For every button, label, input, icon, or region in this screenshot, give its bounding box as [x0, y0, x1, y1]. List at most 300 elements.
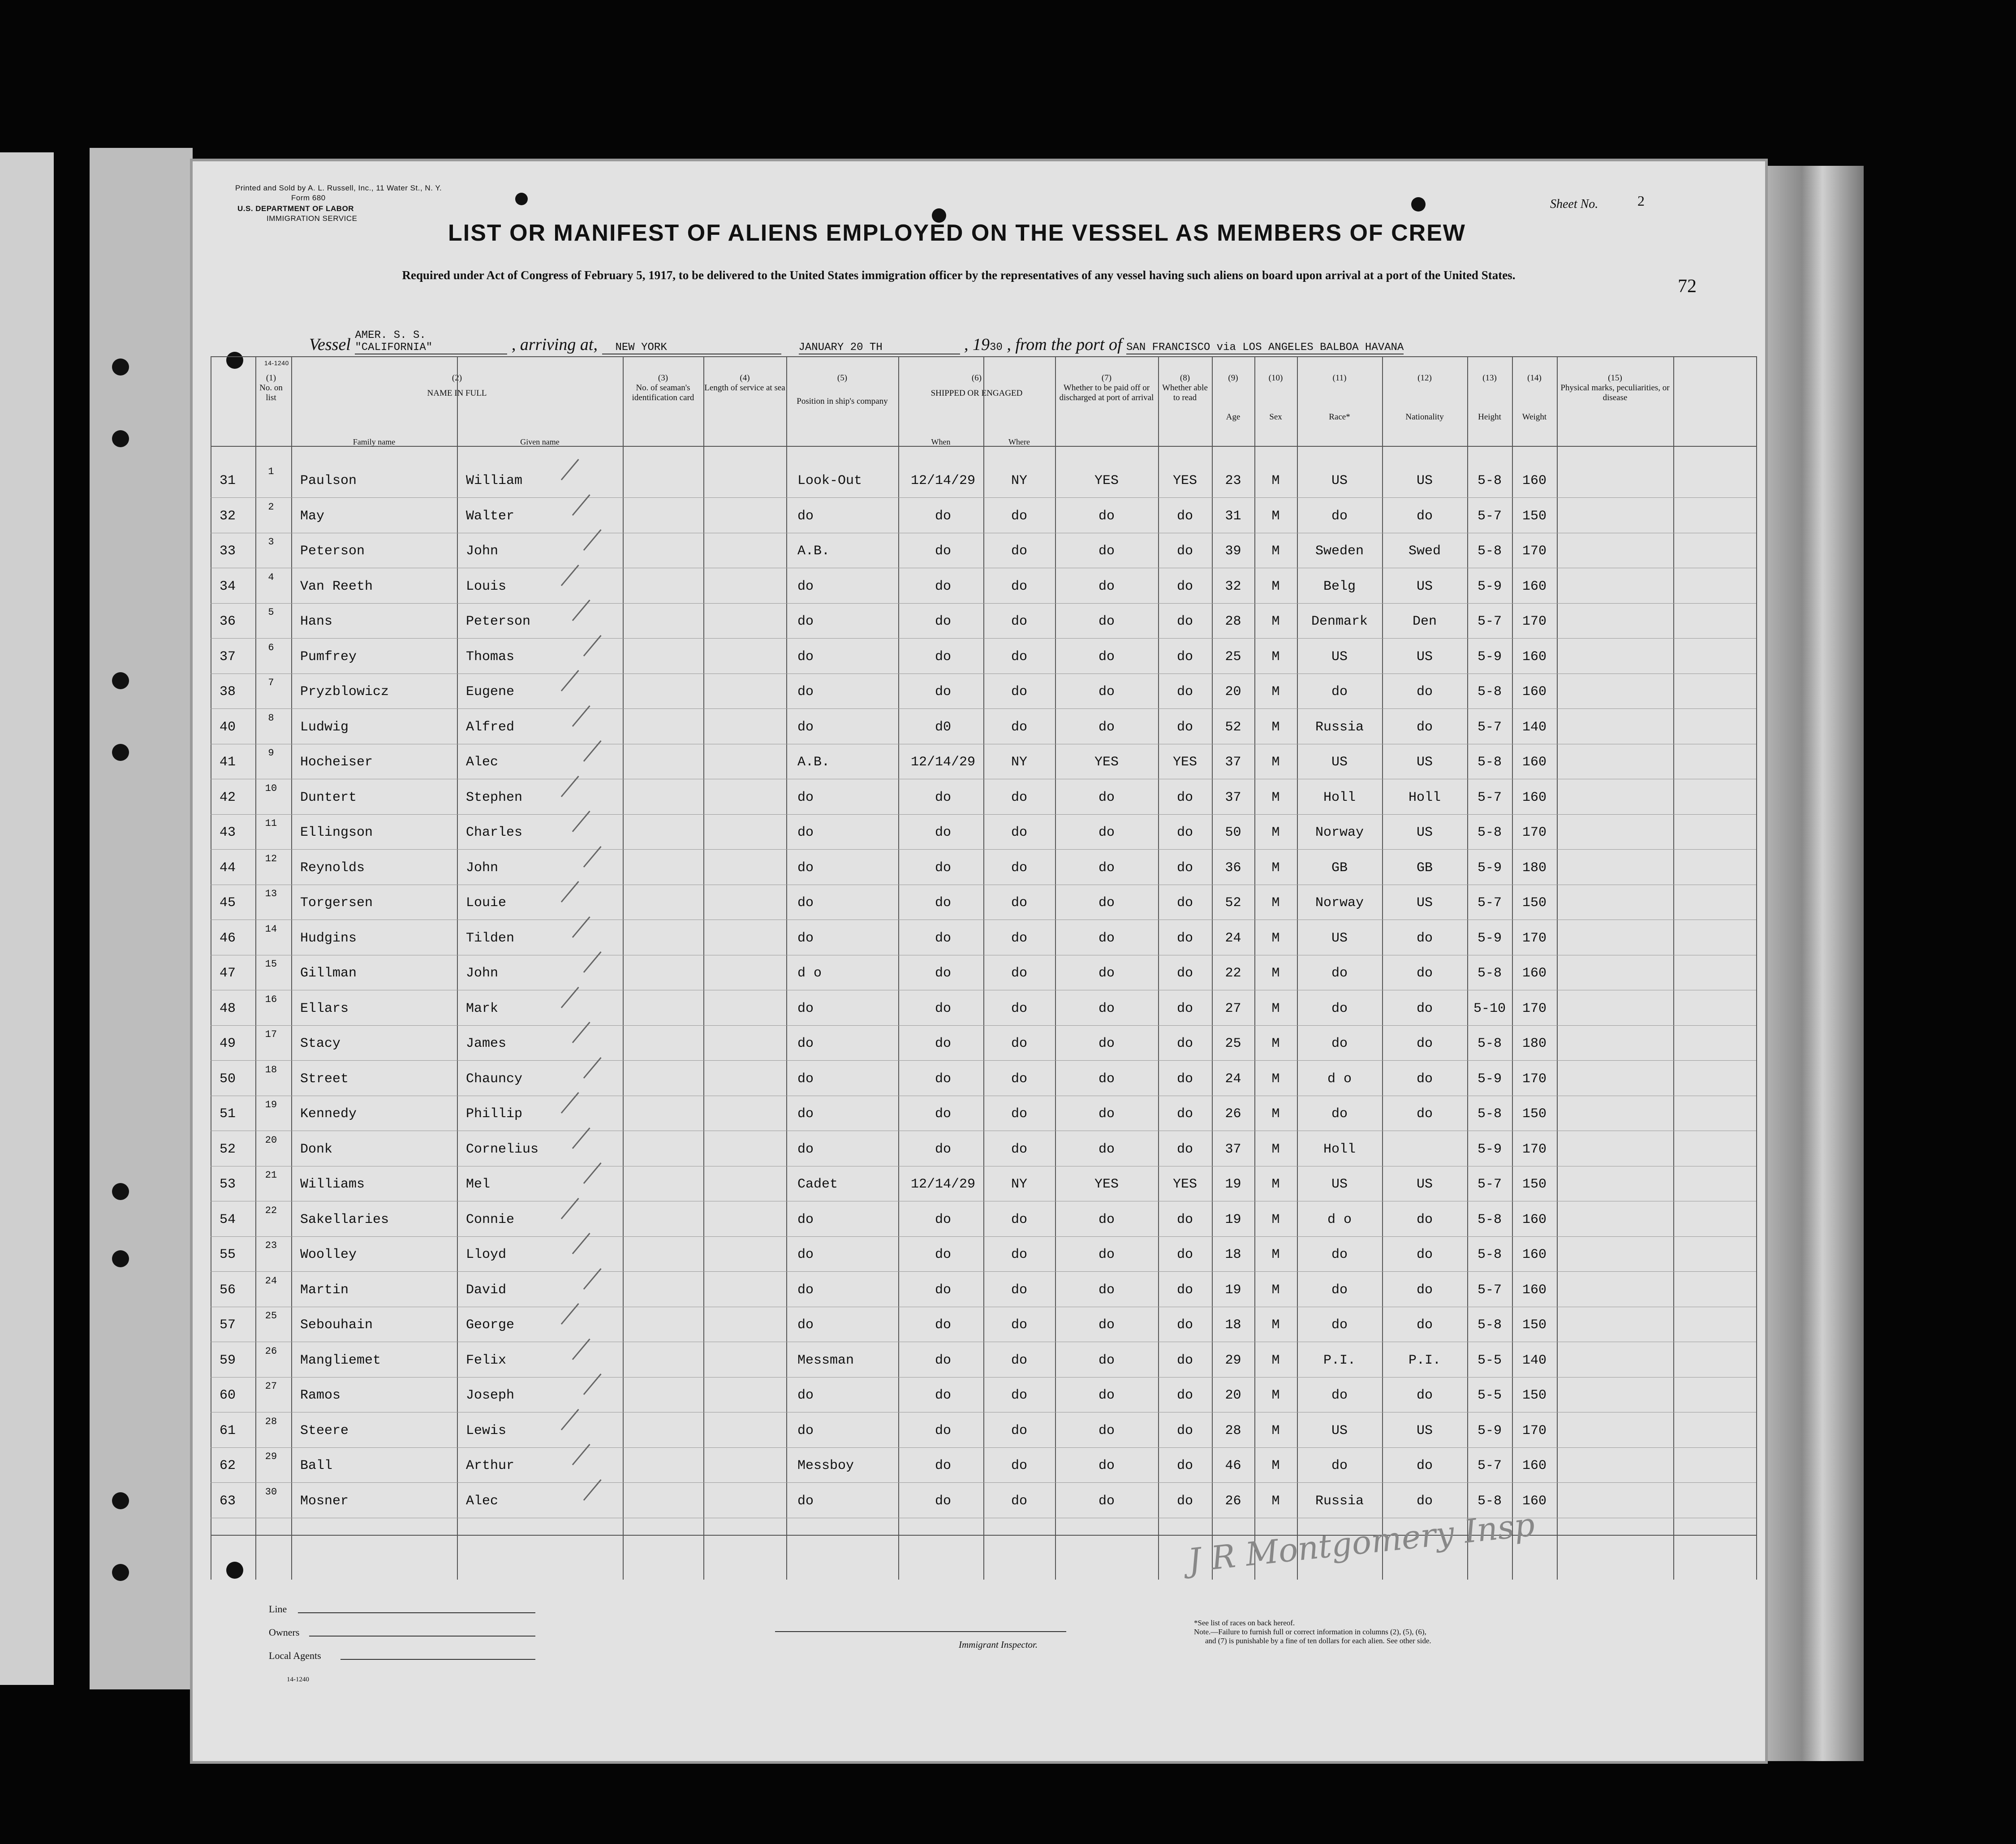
- family-name-cell: Hudgins: [300, 930, 357, 946]
- family-name-header: Family name: [353, 437, 396, 446]
- sex-cell: M: [1271, 1177, 1280, 1192]
- able-to-read-cell: do: [1176, 895, 1193, 911]
- age-cell: 29: [1225, 1352, 1241, 1368]
- row-number-cell: 20: [265, 1134, 277, 1146]
- height-cell: 5-7: [1477, 1177, 1502, 1192]
- sex-cell: M: [1271, 719, 1280, 735]
- height-cell: 5-7: [1477, 614, 1502, 629]
- margin-line-number: 47: [220, 966, 236, 981]
- shipped-where-cell: NY: [1011, 473, 1027, 488]
- shipped-where-cell: do: [1011, 1493, 1027, 1509]
- paid-off-cell: do: [1098, 930, 1115, 946]
- paid-off-cell: do: [1098, 614, 1115, 629]
- given-name-cell: James: [466, 1036, 507, 1051]
- shipped-where-cell: do: [1011, 790, 1027, 805]
- shipped-where-cell: do: [1011, 930, 1027, 946]
- weight-cell: 160: [1522, 1282, 1546, 1298]
- col12-header: (12) Nationality: [1405, 373, 1444, 422]
- margin-line-number: 31: [220, 473, 236, 488]
- able-to-read-cell: do: [1176, 1317, 1193, 1333]
- margin-line-number: 44: [220, 860, 236, 876]
- family-name-cell: Mangliemet: [300, 1352, 381, 1368]
- able-to-read-cell: do: [1176, 684, 1193, 700]
- nationality-cell: do: [1416, 1458, 1433, 1473]
- margin-line-number: 56: [220, 1282, 236, 1298]
- shipped-when-cell: do: [935, 1282, 951, 1298]
- height-cell: 5-7: [1477, 1458, 1502, 1473]
- age-cell: 28: [1225, 614, 1241, 629]
- margin-line-number: 32: [220, 508, 236, 524]
- nationality-cell: US: [1416, 1423, 1433, 1438]
- weight-cell: 160: [1522, 579, 1546, 594]
- shipped-where-cell: do: [1011, 1317, 1027, 1333]
- column-rule: [786, 356, 787, 1580]
- margin-line-number: 59: [220, 1352, 236, 1368]
- age-cell: 32: [1225, 579, 1241, 594]
- shipped-when-cell: do: [935, 825, 951, 840]
- paid-off-cell: do: [1098, 508, 1115, 524]
- given-name-cell: William: [466, 473, 523, 488]
- race-cell: Holl: [1323, 1141, 1356, 1157]
- paid-off-cell: do: [1098, 649, 1115, 665]
- height-cell: 5-9: [1477, 930, 1502, 946]
- height-cell: 5-8: [1477, 684, 1502, 700]
- page-subtitle: Required under Act of Congress of February 5, 1917, to be delivered to the United States immigration officer by the representatives of any vessel having such aliens on board upon arrival at a port of the United States.: [402, 268, 1516, 282]
- shipped-when-cell: do: [935, 1493, 951, 1509]
- height-cell: 5-8: [1477, 1247, 1502, 1262]
- races-note: *See list of races on back hereof.: [1194, 1619, 1295, 1627]
- family-name-cell: Woolley: [300, 1247, 357, 1262]
- position-cell: do: [797, 684, 814, 700]
- shipped-when-cell: do: [935, 544, 951, 559]
- age-cell: 19: [1225, 1212, 1241, 1227]
- inspector-field: [775, 1631, 1066, 1632]
- department-name: U.S. DEPARTMENT OF LABOR: [237, 204, 354, 213]
- row-rule: [211, 1447, 1756, 1448]
- weight-cell: 160: [1522, 966, 1546, 981]
- sex-cell: M: [1271, 1247, 1280, 1262]
- adjacent-page-strip: [90, 148, 193, 1689]
- position-cell: do: [797, 1493, 814, 1509]
- position-cell: do: [797, 860, 814, 876]
- shipped-where-cell: NY: [1011, 1177, 1027, 1192]
- able-to-read-cell: do: [1176, 508, 1193, 524]
- shipped-where-cell: do: [1011, 508, 1027, 524]
- margin-line-number: 49: [220, 1036, 236, 1051]
- shipped-where-cell: do: [1011, 719, 1027, 735]
- row-number-cell: 28: [265, 1416, 277, 1427]
- race-cell: Denmark: [1311, 614, 1368, 629]
- age-cell: 25: [1225, 1036, 1241, 1051]
- weight-cell: 180: [1522, 860, 1546, 876]
- sex-cell: M: [1271, 1458, 1280, 1473]
- nationality-cell: do: [1416, 1001, 1433, 1016]
- col11-header: (11) Race*: [1329, 373, 1350, 422]
- weight-cell: 160: [1522, 473, 1546, 488]
- column-rule: [703, 356, 704, 1580]
- nationality-cell: US: [1416, 895, 1433, 911]
- given-name-cell: Joseph: [466, 1388, 515, 1403]
- form-number: Form 680: [291, 194, 326, 202]
- position-cell: do: [797, 790, 814, 805]
- given-name-cell: Louie: [466, 895, 507, 911]
- row-number-cell: 19: [265, 1099, 277, 1110]
- race-cell: Norway: [1315, 895, 1364, 911]
- weight-cell: 170: [1522, 825, 1546, 840]
- paid-off-cell: do: [1098, 1071, 1115, 1087]
- sex-cell: M: [1271, 1388, 1280, 1403]
- given-name-cell: Lloyd: [466, 1247, 507, 1262]
- punch-hole: [112, 672, 129, 689]
- service-name: IMMIGRATION SERVICE: [267, 214, 358, 223]
- height-cell: 5-5: [1477, 1352, 1502, 1368]
- row-rule: [211, 1060, 1756, 1061]
- nationality-cell: US: [1416, 649, 1433, 665]
- shipped-where-cell: do: [1011, 1458, 1027, 1473]
- shipped-when-cell: do: [935, 966, 951, 981]
- shipped-when-cell: do: [935, 790, 951, 805]
- paid-off-cell: do: [1098, 1247, 1115, 1262]
- nationality-cell: do: [1416, 1317, 1433, 1333]
- family-name-cell: Paulson: [300, 473, 357, 488]
- family-name-cell: Ellingson: [300, 825, 373, 840]
- form-code-top: 14-1240: [264, 359, 289, 367]
- shipped-when-cell: do: [935, 1317, 951, 1333]
- paid-off-cell: do: [1098, 1388, 1115, 1403]
- page-title: LIST OR MANIFEST OF ALIENS EMPLOYED ON THE VESSEL AS MEMBERS OF CREW: [448, 220, 1466, 246]
- position-cell: do: [797, 1001, 814, 1016]
- given-name-cell: Tilden: [466, 930, 515, 946]
- punch-hole: [112, 1250, 129, 1267]
- nationality-cell: US: [1416, 473, 1433, 488]
- sex-cell: M: [1271, 684, 1280, 700]
- race-cell: Russia: [1315, 1493, 1364, 1509]
- sex-cell: M: [1271, 473, 1280, 488]
- position-cell: A.B.: [797, 544, 830, 559]
- able-to-read-cell: do: [1176, 825, 1193, 840]
- shipped-where-cell: NY: [1011, 755, 1027, 770]
- given-name-cell: Eugene: [466, 684, 515, 700]
- margin-line-number: 55: [220, 1247, 236, 1262]
- inspector-signature: J R Montgomery Insp: [1186, 1505, 1537, 1580]
- nationality-cell: do: [1416, 930, 1433, 946]
- able-to-read-cell: do: [1176, 790, 1193, 805]
- punch-hole: [1411, 197, 1426, 212]
- family-name-cell: Sebouhain: [300, 1317, 373, 1333]
- margin-line-number: 51: [220, 1106, 236, 1122]
- able-to-read-cell: do: [1176, 1458, 1193, 1473]
- nationality-cell: Swed: [1408, 544, 1441, 559]
- paid-off-cell: do: [1098, 1212, 1115, 1227]
- shipped-when-cell: do: [935, 1001, 951, 1016]
- nationality-cell: Holl: [1408, 790, 1441, 805]
- col7-header: (7) Whether to be paid off or discharged at port of arrival: [1059, 373, 1154, 402]
- age-cell: 50: [1225, 825, 1241, 840]
- shipped-when-cell: do: [935, 684, 951, 700]
- penalty-note-2: and (7) is punishable by a fine of ten dollars for each alien. See other side.: [1205, 1637, 1431, 1645]
- line-field: [298, 1612, 535, 1613]
- column-rule: [1557, 356, 1558, 1580]
- sex-cell: M: [1271, 1036, 1280, 1051]
- able-to-read-cell: do: [1176, 1071, 1193, 1087]
- weight-cell: 160: [1522, 1493, 1546, 1509]
- race-cell: P.I.: [1323, 1352, 1356, 1368]
- nationality-cell: GB: [1416, 860, 1433, 876]
- shipped-when-cell: do: [935, 930, 951, 946]
- col1-header: (1) No. on list: [259, 373, 283, 402]
- footer-form-code: 14-1240: [287, 1676, 309, 1683]
- able-to-read-cell: do: [1176, 860, 1193, 876]
- family-name-cell: Ellars: [300, 1001, 349, 1016]
- weight-cell: 160: [1522, 684, 1546, 700]
- given-name-cell: David: [466, 1282, 507, 1298]
- given-name-cell: Lewis: [466, 1423, 507, 1438]
- sex-cell: M: [1271, 825, 1280, 840]
- agents-field: [340, 1659, 535, 1660]
- height-cell: 5-8: [1477, 1493, 1502, 1509]
- paid-off-cell: do: [1098, 1352, 1115, 1368]
- nationality-cell: do: [1416, 1106, 1433, 1122]
- given-name-cell: Stephen: [466, 790, 523, 805]
- race-cell: US: [1331, 930, 1348, 946]
- weight-cell: 170: [1522, 544, 1546, 559]
- weight-cell: 160: [1522, 649, 1546, 665]
- position-cell: do: [797, 579, 814, 594]
- shipped-when-cell: 12/14/29: [910, 1177, 976, 1192]
- age-cell: 19: [1225, 1177, 1241, 1192]
- row-number-cell: 13: [265, 888, 277, 899]
- paid-off-cell: do: [1098, 544, 1115, 559]
- column-rule: [1756, 356, 1757, 1580]
- row-number-cell: 27: [265, 1381, 277, 1392]
- height-cell: 5-10: [1473, 1001, 1506, 1016]
- age-cell: 22: [1225, 966, 1241, 981]
- position-cell: do: [797, 1212, 814, 1227]
- year-prefix: , 19: [964, 335, 990, 354]
- nationality-cell: do: [1416, 508, 1433, 524]
- position-cell: do: [797, 825, 814, 840]
- where-header: Where: [1008, 437, 1030, 446]
- punch-hole: [112, 430, 129, 447]
- row-number-cell: 16: [265, 993, 277, 1005]
- shipped-where-cell: do: [1011, 1212, 1027, 1227]
- age-cell: 24: [1225, 1071, 1241, 1087]
- position-cell: A.B.: [797, 755, 830, 770]
- inspector-label: Immigrant Inspector.: [959, 1639, 1038, 1650]
- row-number-cell: 25: [265, 1310, 277, 1321]
- penalty-note-1: Note.—Failure to furnish full or correct information in columns (2), (5), (6),: [1194, 1628, 1426, 1636]
- vessel-label: Vessel: [309, 335, 351, 354]
- weight-cell: 150: [1522, 508, 1546, 524]
- owners-field: [309, 1636, 535, 1637]
- nationality-cell: do: [1416, 1493, 1433, 1509]
- family-name-cell: Mosner: [300, 1493, 349, 1509]
- age-cell: 20: [1225, 1388, 1241, 1403]
- margin-line-number: 52: [220, 1141, 236, 1157]
- age-cell: 37: [1225, 790, 1241, 805]
- nationality-cell: Den: [1412, 614, 1437, 629]
- col6-header: (6) SHIPPED OR ENGAGED: [930, 373, 1023, 398]
- race-cell: US: [1331, 1177, 1348, 1192]
- sex-cell: M: [1271, 579, 1280, 594]
- sex-cell: M: [1271, 1001, 1280, 1016]
- position-cell: Messman: [797, 1352, 854, 1368]
- height-cell: 5-7: [1477, 508, 1502, 524]
- given-name-cell: Peterson: [466, 614, 531, 629]
- margin-line-number: 43: [220, 825, 236, 840]
- paid-off-cell: do: [1098, 966, 1115, 981]
- race-cell: d o: [1327, 1212, 1352, 1227]
- row-number-cell: 30: [265, 1486, 277, 1498]
- given-name-cell: Mel: [466, 1177, 491, 1192]
- race-cell: do: [1331, 1317, 1348, 1333]
- given-name-cell: Arthur: [466, 1458, 515, 1473]
- sex-cell: M: [1271, 1212, 1280, 1227]
- family-name-cell: Duntert: [300, 790, 357, 805]
- race-cell: Belg: [1323, 579, 1356, 594]
- shipped-where-cell: do: [1011, 860, 1027, 876]
- given-name-header: Given name: [520, 437, 560, 446]
- nationality-cell: P.I.: [1408, 1352, 1441, 1368]
- shipped-where-cell: do: [1011, 649, 1027, 665]
- race-cell: do: [1331, 508, 1348, 524]
- position-cell: do: [797, 1106, 814, 1122]
- given-name-cell: Louis: [466, 579, 507, 594]
- shipped-when-cell: d0: [935, 719, 951, 735]
- row-number-cell: 5: [268, 607, 274, 618]
- age-cell: 25: [1225, 649, 1241, 665]
- margin-line-number: 53: [220, 1177, 236, 1192]
- race-cell: US: [1331, 649, 1348, 665]
- margin-line-number: 61: [220, 1423, 236, 1438]
- able-to-read-cell: do: [1176, 930, 1193, 946]
- height-cell: 5-7: [1477, 719, 1502, 735]
- given-name-cell: John: [466, 966, 499, 981]
- col13-header: (13) Height: [1478, 373, 1501, 422]
- sex-cell: M: [1271, 508, 1280, 524]
- family-name-cell: Torgersen: [300, 895, 373, 911]
- height-cell: 5-7: [1477, 1282, 1502, 1298]
- row-rule: [211, 708, 1756, 709]
- row-rule: [211, 1271, 1756, 1272]
- shipped-where-cell: do: [1011, 1282, 1027, 1298]
- shipped-when-cell: 12/14/29: [910, 473, 976, 488]
- row-number-cell: 18: [265, 1064, 277, 1075]
- shipped-where-cell: do: [1011, 1388, 1027, 1403]
- shipped-when-cell: do: [935, 895, 951, 911]
- age-cell: 31: [1225, 508, 1241, 524]
- paid-off-cell: do: [1098, 1036, 1115, 1051]
- paid-off-cell: do: [1098, 1141, 1115, 1157]
- shipped-where-cell: do: [1011, 966, 1027, 981]
- col10-header: (10) Sex: [1268, 373, 1283, 422]
- paid-off-cell: do: [1098, 1423, 1115, 1438]
- row-rule: [211, 1377, 1756, 1378]
- sex-cell: M: [1271, 860, 1280, 876]
- arriving-label: , arriving at,: [511, 335, 598, 354]
- row-number-cell: 4: [268, 571, 274, 583]
- height-cell: 5-8: [1477, 825, 1502, 840]
- sex-cell: M: [1271, 1493, 1280, 1509]
- weight-cell: 150: [1522, 895, 1546, 911]
- family-name-cell: Peterson: [300, 544, 365, 559]
- nationality-cell: do: [1416, 719, 1433, 735]
- age-cell: 28: [1225, 1423, 1241, 1438]
- shipped-where-cell: do: [1011, 544, 1027, 559]
- weight-cell: 160: [1522, 790, 1546, 805]
- row-number-cell: 10: [265, 782, 277, 794]
- age-cell: 23: [1225, 473, 1241, 488]
- row-number-cell: 23: [265, 1240, 277, 1251]
- agents-label: Local Agents: [269, 1650, 321, 1661]
- family-name-cell: May: [300, 508, 325, 524]
- able-to-read-cell: do: [1176, 614, 1193, 629]
- height-cell: 5-9: [1477, 579, 1502, 594]
- paid-off-cell: do: [1098, 825, 1115, 840]
- given-name-cell: Thomas: [466, 649, 515, 665]
- shipped-when-cell: do: [935, 1247, 951, 1262]
- given-name-cell: Felix: [466, 1352, 507, 1368]
- race-cell: US: [1331, 473, 1348, 488]
- age-cell: 18: [1225, 1317, 1241, 1333]
- age-cell: 26: [1225, 1493, 1241, 1509]
- weight-cell: 170: [1522, 1071, 1546, 1087]
- able-to-read-cell: do: [1176, 579, 1193, 594]
- nationality-cell: do: [1416, 684, 1433, 700]
- margin-line-number: 41: [220, 755, 236, 770]
- col3-header: (3) No. of seaman's identification card: [632, 373, 694, 402]
- margin-line-number: 36: [220, 614, 236, 629]
- age-cell: 52: [1225, 719, 1241, 735]
- page-stack-edge: [1761, 166, 1864, 1761]
- age-cell: 19: [1225, 1282, 1241, 1298]
- sex-cell: M: [1271, 1141, 1280, 1157]
- sex-cell: M: [1271, 930, 1280, 946]
- row-number-cell: 12: [265, 853, 277, 864]
- nationality-cell: do: [1416, 1036, 1433, 1051]
- able-to-read-cell: do: [1176, 966, 1193, 981]
- vessel-name: AMER. S. S. "CALIFORNIA": [355, 329, 507, 354]
- paid-off-cell: YES: [1094, 473, 1119, 488]
- row-number-cell: 3: [268, 536, 274, 548]
- nationality-cell: do: [1416, 1282, 1433, 1298]
- given-name-cell: Alfred: [466, 719, 515, 735]
- nationality-cell: do: [1416, 1071, 1433, 1087]
- margin-line-number: 45: [220, 895, 236, 911]
- shipped-when-cell: do: [935, 1106, 951, 1122]
- family-name-cell: Ramos: [300, 1388, 341, 1403]
- height-cell: 5-9: [1477, 649, 1502, 665]
- row-rule: [211, 497, 1756, 498]
- weight-cell: 170: [1522, 614, 1546, 629]
- shipped-where-cell: do: [1011, 614, 1027, 629]
- height-cell: 5-8: [1477, 1317, 1502, 1333]
- row-number-cell: 14: [265, 923, 277, 935]
- col5-header: (5) Position in ship's company: [797, 373, 888, 406]
- age-cell: 27: [1225, 1001, 1241, 1016]
- col14-header: (14) Weight: [1522, 373, 1547, 422]
- given-name-cell: Walter: [466, 508, 515, 524]
- race-cell: do: [1331, 966, 1348, 981]
- race-cell: do: [1331, 1458, 1348, 1473]
- margin-line-number: 48: [220, 1001, 236, 1016]
- family-name-cell: Pryzblowicz: [300, 684, 389, 700]
- adjacent-page-left: [0, 152, 54, 1685]
- given-name-cell: Charles: [466, 825, 523, 840]
- paid-off-cell: do: [1098, 579, 1115, 594]
- shipped-where-cell: do: [1011, 1071, 1027, 1087]
- position-cell: do: [797, 649, 814, 665]
